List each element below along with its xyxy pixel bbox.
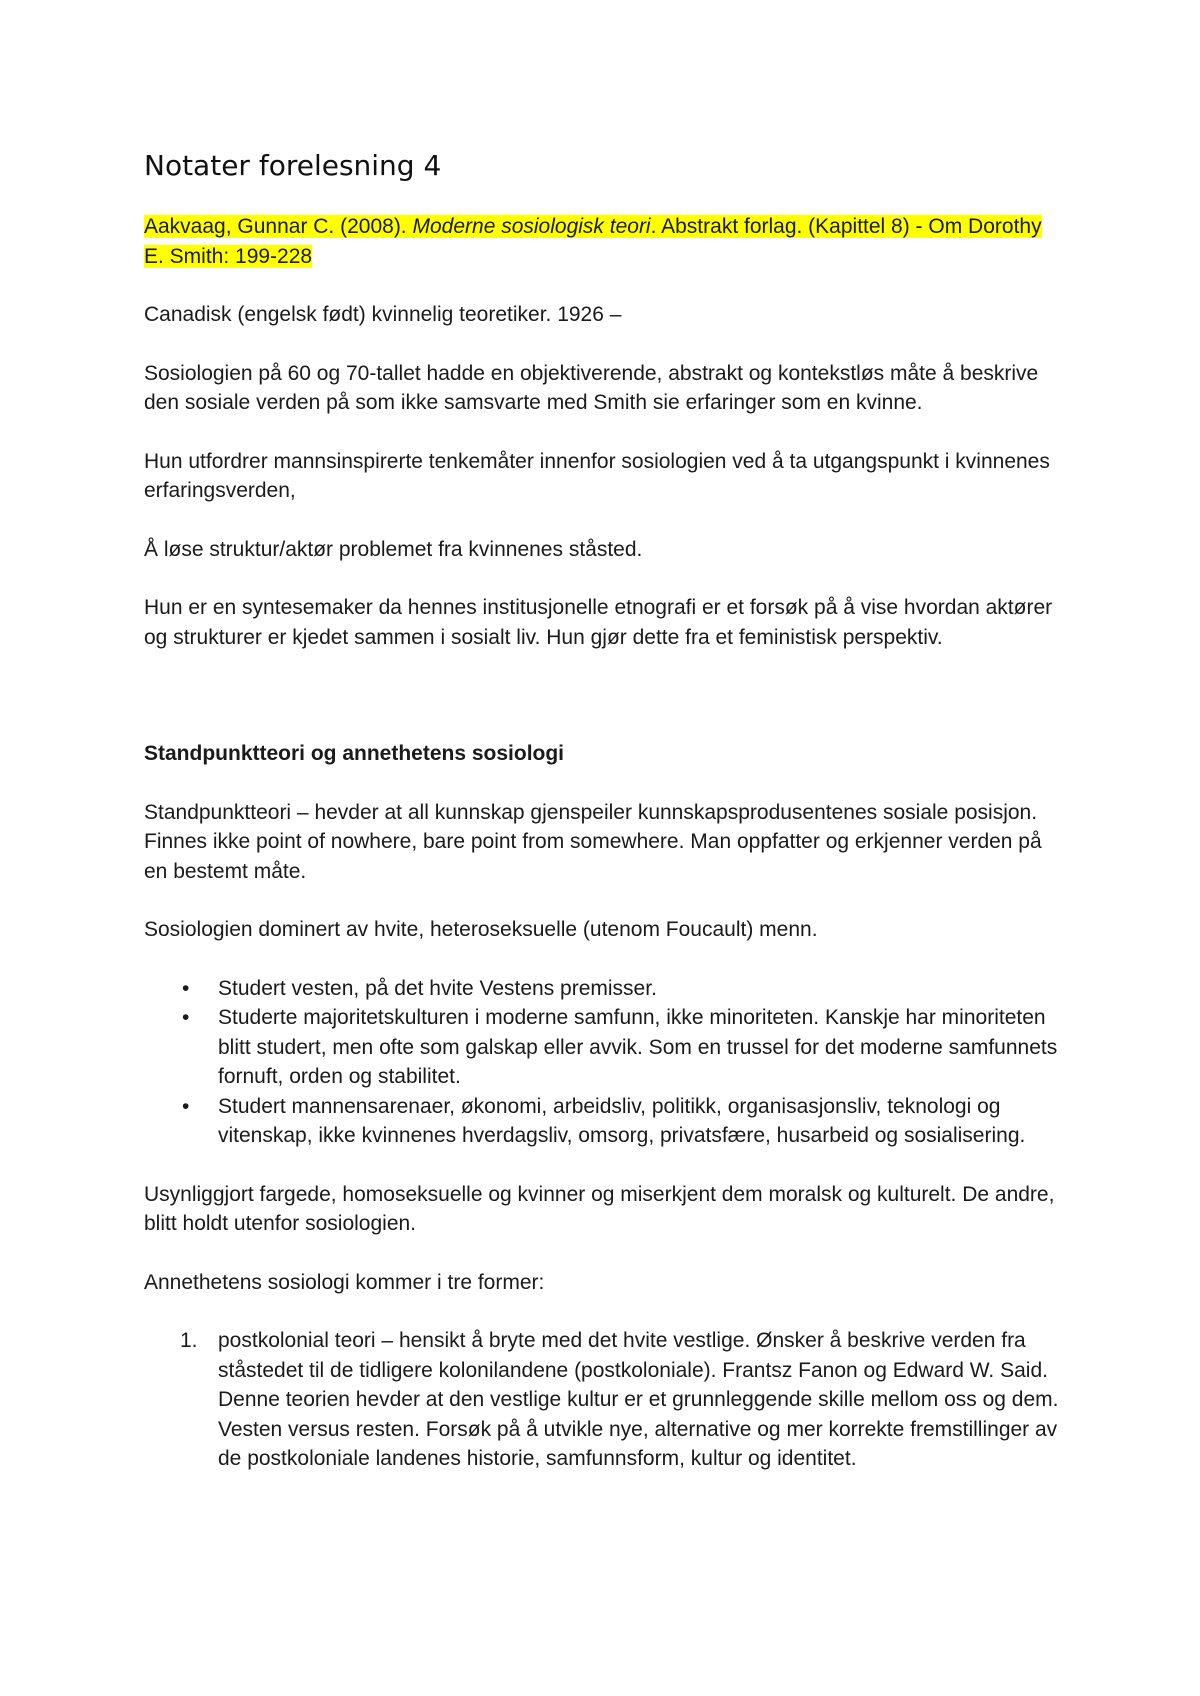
reference-book-title: Moderne sosiologisk teori [412, 215, 651, 238]
bullet-list [144, 974, 1064, 1151]
reference-part2: . Abstrakt forlag. (Kapittel 8) - Om Dorothy E. Smith: 199-228 [144, 215, 1042, 268]
paragraph: Å løse struktur/aktør problemet fra kvinnenes ståsted. [144, 537, 643, 561]
list-item [182, 1003, 1064, 1092]
numbered-item [180, 1326, 1064, 1474]
section-heading: Standpunktteori og annethetens sosiologi [144, 742, 565, 765]
page-title: Notater forelesning 4 [144, 149, 442, 182]
reference-part1: Aakvaag, Gunnar C. (2008). [144, 215, 413, 238]
list-item [182, 974, 1064, 1004]
paragraph: Sosiologien dominert av hvite, heteroseksuelle (utenom Foucault) menn. [144, 918, 818, 941]
list-item [182, 1092, 1064, 1151]
list-item-text: Studerte majoritetskulturen i moderne samfunn, ikke minoriteten. Kanskje har minoriteten blitt studert, men ofte som galskap eller avvik. Som en trussel for det moderne samfunnets fornuft, orden og stabilitet. [218, 1006, 1058, 1088]
paragraph: Canadisk (engelsk født) kvinnelig teoretiker. 1926 – [144, 303, 622, 326]
numbered-list [144, 1326, 1064, 1474]
numbered-item-text: postkolonial teori – hensikt å bryte med det hvite vestlige. Ønsker å beskrive verden fra ståstedet til de tidligere kolonilandene (postkoloniale). Frantsz Fanon og Edward W. Said. Denne teorien hevder at den vestlige kultur er et grunnleggende skille mellom oss og dem. Vesten versus resten. Forsøk på å utvikle nye, alternative og mer korrekte fremstillinger av de postkoloniale landenes historie, samfunnsform, kultur og identitet. [218, 1329, 1059, 1470]
list-number: 1. [180, 1329, 198, 1352]
paragraph: Annethetens sosiologi kommer i tre former: [144, 1270, 545, 1294]
reference-highlight [144, 215, 1042, 268]
list-item-text: Studert mannensarenaer, økonomi, arbeidsliv, politikk, organisasjonsliv, teknologi og vitenskap, ikke kvinnenes hverdagsliv, omsorg, privatsfære, husarbeid og sosialisering. [218, 1094, 1026, 1147]
paragraph: Hun er en syntesemaker da hennes institusjonelle etnografi er et forsøk på å vise hvordan aktører og strukturer er kjedet sammen i sosialt liv. Hun gjør dette fra et feministisk perspektiv. [144, 596, 1053, 649]
paragraph: Usynliggjort fargede, homoseksuelle og kvinner og miserkjent dem moralsk og kulturelt. De andre, blitt holdt utenfor sosiologien. [144, 1182, 1055, 1235]
bullet-icon: • [182, 1006, 190, 1029]
bullet-icon: • [182, 976, 190, 1000]
list-item-text: Studert vesten, på det hvite Vestens premisser. [218, 976, 657, 1000]
paragraph: Standpunktteori – hevder at all kunnskap gjenspeiler kunnskapsprodusentenes sosiale posisjon. Finnes ikke point of nowhere, bare point from somewhere. Man oppfatter og erkjenner verden på en bestemt måte. [144, 800, 1042, 883]
reference-citation [144, 212, 1064, 271]
document-page [144, 148, 1064, 1503]
bullet-icon: • [182, 1094, 190, 1118]
paragraph: Hun utfordrer mannsinspirerte tenkemåter innenfor sosiologien ved å ta utgangspunkt i kvinnenes erfaringsverden, [144, 449, 1050, 502]
spacer [144, 681, 1064, 739]
paragraph: Sosiologien på 60 og 70-tallet hadde en objektiverende, abstrakt og kontekstløs måte å beskrive den sosiale verden på som ikke samsvarte med Smith sie erfaringer som en kvinne. [144, 361, 1039, 414]
